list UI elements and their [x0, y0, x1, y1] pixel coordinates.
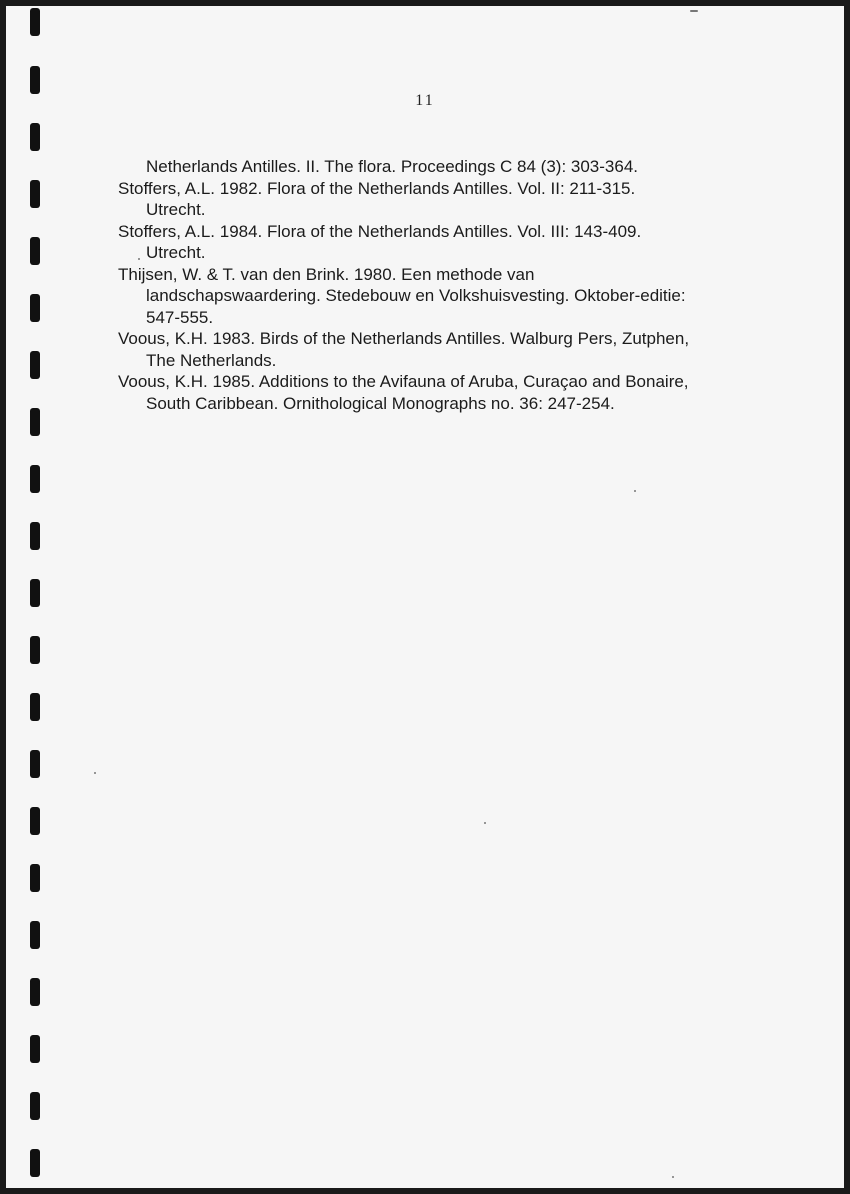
scan-speck [484, 822, 486, 824]
page-number: 11 [415, 92, 435, 109]
punch-hole [30, 123, 40, 151]
punch-hole [30, 807, 40, 835]
punch-hole [30, 351, 40, 379]
scan-speck [634, 490, 636, 492]
scan-speck [690, 10, 698, 12]
punch-hole [30, 8, 40, 36]
punch-hole [30, 66, 40, 94]
punch-hole [30, 408, 40, 436]
reference-entry: Voous, K.H. 1985. Additions to the Avifauna of Aruba, Curaçao and Bonaire, South Caribbean. Ornithological Monographs no. 36: 247-254. [118, 372, 689, 413]
scan-speck [138, 258, 140, 260]
punch-hole [30, 237, 40, 265]
punch-hole [30, 636, 40, 664]
reference-entry: Stoffers, A.L. 1984. Flora of the Netherlands Antilles. Vol. III: 143-409. Utrecht. [118, 221, 642, 262]
reference-entry: Voous, K.H. 1983. Birds of the Netherlands Antilles. Walburg Pers, Zutphen, The Netherlands. [118, 329, 690, 370]
document-page [6, 6, 844, 1188]
reference-list [118, 156, 808, 414]
punch-hole [30, 294, 40, 322]
reference-entry: Netherlands Antilles. II. The flora. Proceedings C 84 (3): 303-364. [146, 157, 639, 176]
scan-speck [672, 1176, 674, 1178]
reference-entry: Thijsen, W. & T. van den Brink. 1980. Een methode van landschapswaardering. Stedebouw en Volkshuisvesting. Oktober-editie: 547-555. [118, 264, 686, 327]
scan-speck [94, 772, 96, 774]
punch-hole [30, 579, 40, 607]
punch-hole [30, 1092, 40, 1120]
binding-punch-holes [28, 6, 48, 1188]
punch-hole [30, 750, 40, 778]
punch-hole [30, 1035, 40, 1063]
punch-hole [30, 978, 40, 1006]
punch-hole [30, 465, 40, 493]
punch-hole [30, 864, 40, 892]
reference-entry: Stoffers, A.L. 1982. Flora of the Netherlands Antilles. Vol. II: 211-315. Utrecht. [118, 178, 636, 219]
punch-hole [30, 180, 40, 208]
punch-hole [30, 1149, 40, 1177]
punch-hole [30, 522, 40, 550]
punch-hole [30, 921, 40, 949]
punch-hole [30, 693, 40, 721]
